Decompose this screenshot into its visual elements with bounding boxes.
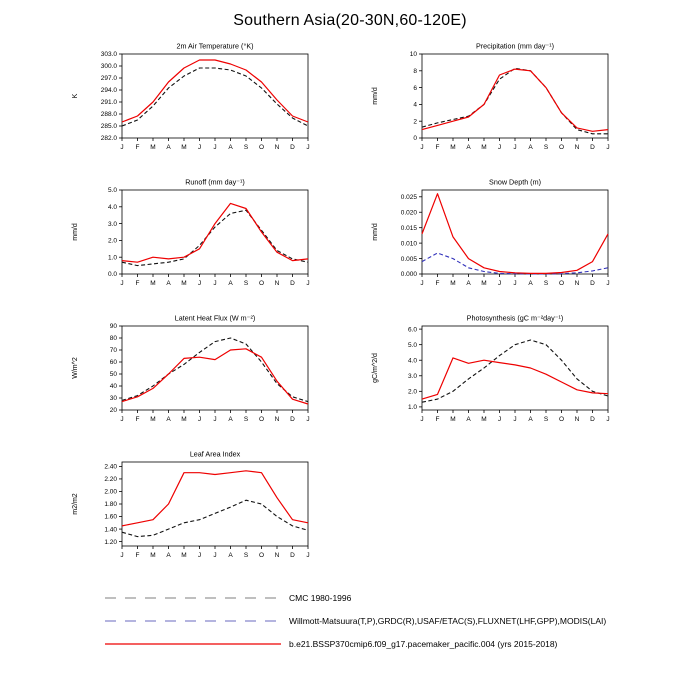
y-tick-label: 0.0	[107, 271, 117, 279]
x-tick-label: J	[197, 416, 202, 423]
x-tick-label: A	[228, 280, 233, 287]
x-tick-label: J	[213, 144, 217, 151]
x-tick-label: J	[197, 144, 202, 151]
chart-grid	[0, 38, 700, 576]
y-tick-label: 303.0	[100, 51, 117, 59]
y-tick-label: 1.60	[104, 513, 117, 521]
x-tick-label: F	[135, 416, 140, 423]
y-tick-label: 6	[413, 84, 417, 92]
x-tick-label: F	[135, 280, 140, 287]
series-obs-line	[422, 253, 608, 274]
y-axis-label: mm/d	[372, 223, 379, 241]
x-tick-label: D	[590, 280, 595, 287]
x-tick-label: M	[450, 280, 456, 287]
y-tick-label: 0.005	[400, 255, 417, 263]
x-tick-label: D	[290, 416, 295, 423]
x-tick-label: A	[528, 416, 533, 423]
series-obs-line	[122, 338, 308, 402]
series-obs-line	[122, 68, 308, 126]
x-tick-label: A	[528, 280, 533, 287]
chart-svg-latent-heat-flux	[64, 310, 336, 430]
x-tick-label: M	[150, 552, 156, 559]
x-tick-label: S	[243, 280, 249, 287]
x-tick-label: O	[258, 416, 265, 423]
x-tick-label: J	[213, 552, 217, 559]
x-tick-label: J	[120, 280, 124, 287]
x-tick-label: F	[435, 280, 440, 287]
x-tick-label: J	[513, 280, 517, 287]
y-tick-label: 1.80	[104, 501, 117, 509]
chart-leaf-area-index	[64, 446, 336, 576]
x-tick-label: J	[197, 280, 202, 287]
y-tick-label: 90	[109, 323, 117, 331]
legend-solid-line-icon	[104, 639, 282, 649]
y-tick-label: 6.0	[407, 326, 417, 334]
y-tick-label: 291.0	[100, 99, 117, 107]
x-tick-label: D	[590, 144, 595, 151]
series-model-line	[122, 203, 308, 262]
y-tick-label: 4.0	[407, 357, 417, 365]
chart-precipitation	[364, 38, 636, 168]
x-tick-label: S	[243, 416, 249, 423]
series-model-line	[122, 349, 308, 404]
legend-dashed-line-icon	[104, 616, 282, 626]
x-tick-label: M	[150, 416, 156, 423]
y-tick-label: 60	[109, 359, 117, 367]
y-tick-label: 30	[109, 395, 117, 403]
chart-svg-precipitation	[364, 38, 636, 158]
chart-row-4	[0, 446, 700, 576]
x-tick-label: A	[166, 144, 171, 151]
x-tick-label: J	[606, 416, 610, 423]
x-tick-label: J	[497, 416, 502, 423]
page-title: Southern Asia(20-30N,60-120E)	[233, 12, 467, 29]
y-tick-label: 282.0	[100, 135, 117, 143]
legend-label-obs: Willmott-Matsuura(T,P),GRDC(R),USAF/ETAC(S),FLUXNET(LHF,GPP),MODIS(LAI)	[289, 615, 607, 626]
x-tick-label: J	[606, 144, 610, 151]
chart-row-3	[0, 310, 700, 440]
x-tick-label: M	[150, 144, 156, 151]
x-tick-label: M	[481, 416, 487, 423]
chart-svg-air-temperature	[64, 38, 336, 158]
x-tick-label: J	[306, 280, 310, 287]
chart-title: Runoff (mm day⁻¹)	[185, 177, 245, 187]
x-tick-label: F	[135, 552, 140, 559]
x-tick-label: J	[120, 416, 124, 423]
x-tick-label: S	[543, 416, 549, 423]
series-obs-line	[122, 210, 308, 265]
legend-label-cmc: CMC 1980-1996	[289, 592, 352, 603]
x-tick-label: F	[135, 144, 140, 151]
x-tick-label: A	[166, 416, 171, 423]
series-obs-line	[122, 500, 308, 536]
y-tick-label: 2	[413, 118, 417, 126]
y-tick-label: 0.025	[400, 193, 417, 201]
x-tick-label: M	[481, 280, 487, 287]
x-tick-label: F	[435, 416, 440, 423]
y-tick-label: 1.0	[107, 254, 117, 262]
x-tick-label: M	[181, 144, 187, 151]
x-tick-label: D	[290, 280, 295, 287]
x-tick-label: J	[497, 280, 502, 287]
y-tick-label: 8	[413, 68, 417, 75]
x-tick-label: M	[181, 416, 187, 423]
x-tick-label: N	[274, 144, 280, 151]
y-tick-label: 2.20	[104, 476, 117, 484]
x-tick-label: J	[197, 552, 202, 559]
plot-frame	[422, 190, 608, 274]
x-tick-label: J	[306, 416, 310, 423]
chart-title: Latent Heat Flux (W m⁻²)	[174, 313, 256, 323]
x-tick-label: F	[435, 144, 440, 151]
x-tick-label: N	[274, 552, 280, 559]
x-tick-label: J	[120, 552, 124, 559]
chart-runoff	[64, 174, 336, 304]
x-tick-label: O	[558, 416, 565, 423]
plot-frame	[122, 54, 308, 138]
x-tick-label: O	[258, 552, 265, 559]
y-tick-label: 1.40	[104, 526, 117, 534]
chart-title: Snow Depth (m)	[489, 177, 541, 187]
y-tick-label: 80	[109, 335, 117, 343]
plot-frame	[122, 326, 308, 410]
x-tick-label: N	[574, 144, 580, 151]
x-tick-label: S	[243, 144, 249, 151]
y-tick-label: 2.00	[104, 488, 117, 496]
y-axis-label: gC/m^2/d	[372, 353, 379, 383]
x-tick-label: A	[466, 144, 471, 151]
x-tick-label: J	[513, 144, 517, 151]
y-tick-label: 297.0	[100, 75, 117, 83]
x-tick-label: A	[166, 280, 171, 287]
y-tick-label: 2.0	[107, 237, 117, 245]
x-tick-label: O	[258, 144, 265, 151]
chart-title: Precipitation (mm day⁻¹)	[475, 41, 555, 51]
x-tick-label: A	[228, 416, 233, 423]
y-tick-label: 70	[109, 347, 117, 355]
x-tick-label: J	[306, 144, 310, 151]
legend-dashed-line-icon	[104, 593, 282, 603]
chart-svg-snow-depth	[364, 174, 636, 294]
x-tick-label: M	[481, 144, 487, 151]
y-tick-label: 3.0	[407, 372, 417, 380]
y-tick-label: 0.010	[400, 240, 417, 248]
chart-row-2	[0, 174, 700, 304]
chart-air-temperature	[64, 38, 336, 168]
x-tick-label: D	[590, 416, 595, 423]
x-tick-label: N	[574, 280, 580, 287]
x-tick-label: M	[150, 280, 156, 287]
x-tick-label: J	[420, 144, 424, 151]
y-tick-label: 5.0	[407, 341, 417, 349]
x-tick-label: M	[450, 144, 456, 151]
y-tick-label: 0	[413, 135, 417, 143]
x-tick-label: A	[466, 280, 471, 287]
x-tick-label: J	[606, 280, 610, 287]
x-tick-label: A	[228, 552, 233, 559]
legend-item-cmc	[104, 586, 700, 609]
y-tick-label: 294.0	[100, 87, 117, 95]
chart-title: Photosynthesis (gC m⁻²day⁻¹)	[466, 313, 564, 323]
y-tick-label: 288.0	[100, 111, 117, 119]
series-model-line	[122, 471, 308, 526]
y-axis-label: mm/d	[372, 87, 379, 105]
legend	[104, 586, 700, 655]
x-tick-label: J	[306, 552, 310, 559]
y-axis-label: m2/m2	[72, 493, 79, 515]
x-tick-label: N	[274, 416, 280, 423]
x-tick-label: N	[574, 416, 580, 423]
y-tick-label: 5.0	[107, 187, 117, 195]
legend-label-model: b.e21.BSSP370cmip6.f09_g17.pacemaker_pacific.004 (yrs 2015-2018)	[289, 638, 558, 649]
y-tick-label: 300.0	[100, 63, 117, 71]
chart-title: Leaf Area Index	[189, 449, 241, 459]
x-tick-label: O	[558, 144, 565, 151]
chart-latent-heat-flux	[64, 310, 336, 440]
x-tick-label: M	[181, 552, 187, 559]
series-obs-line	[422, 340, 608, 402]
y-tick-label: 40	[109, 383, 117, 391]
chart-photosynthesis	[364, 310, 636, 440]
y-tick-label: 1.0	[407, 404, 417, 412]
y-tick-label: 3.0	[107, 220, 117, 228]
x-tick-label: O	[258, 280, 265, 287]
chart-svg-runoff	[64, 174, 336, 294]
x-tick-label: A	[466, 416, 471, 423]
plot-frame	[122, 190, 308, 274]
y-axis-label: W/m^2	[72, 357, 79, 379]
plot-frame	[422, 326, 608, 410]
x-tick-label: O	[558, 280, 565, 287]
y-tick-label: 4.0	[107, 204, 117, 211]
y-tick-label: 10	[409, 51, 417, 59]
x-tick-label: J	[420, 280, 424, 287]
y-tick-label: 50	[109, 371, 117, 379]
x-tick-label: D	[290, 144, 295, 151]
x-tick-label: J	[420, 416, 424, 423]
x-tick-label: J	[213, 280, 217, 287]
y-tick-label: 0.015	[400, 224, 417, 232]
chart-svg-leaf-area-index	[64, 446, 336, 566]
y-axis-label: K	[72, 93, 79, 99]
x-tick-label: J	[120, 144, 124, 151]
series-model-line	[422, 194, 608, 274]
y-tick-label: 4	[413, 101, 417, 109]
x-tick-label: D	[290, 552, 295, 559]
y-tick-label: 0.020	[400, 209, 417, 217]
x-tick-label: S	[543, 280, 549, 287]
x-tick-label: S	[543, 144, 549, 151]
x-tick-label: S	[243, 552, 249, 559]
y-tick-label: 1.20	[104, 538, 117, 546]
x-tick-label: A	[528, 144, 533, 151]
x-tick-label: M	[181, 280, 187, 287]
chart-title: 2m Air Temperature (°K)	[176, 41, 254, 51]
y-tick-label: 2.40	[104, 463, 117, 471]
x-tick-label: N	[274, 280, 280, 287]
series-model-line	[122, 60, 308, 122]
plot-frame	[422, 54, 608, 138]
y-tick-label: 20	[109, 407, 117, 415]
x-tick-label: J	[513, 416, 517, 423]
series-obs-line	[422, 68, 608, 134]
chart-svg-photosynthesis	[364, 310, 636, 430]
chart-row-1	[0, 38, 700, 168]
y-tick-label: 0.000	[400, 271, 417, 279]
x-tick-label: A	[228, 144, 233, 151]
y-tick-label: 285.0	[100, 123, 117, 131]
x-tick-label: M	[450, 416, 456, 423]
legend-item-model	[104, 632, 700, 655]
x-tick-label: J	[213, 416, 217, 423]
y-axis-label: mm/d	[72, 223, 79, 241]
x-tick-label: J	[497, 144, 502, 151]
series-model-line	[422, 69, 608, 131]
y-tick-label: 2.0	[407, 388, 417, 396]
legend-item-obs	[104, 609, 700, 632]
x-tick-label: A	[166, 552, 171, 559]
chart-snow-depth	[364, 174, 636, 304]
